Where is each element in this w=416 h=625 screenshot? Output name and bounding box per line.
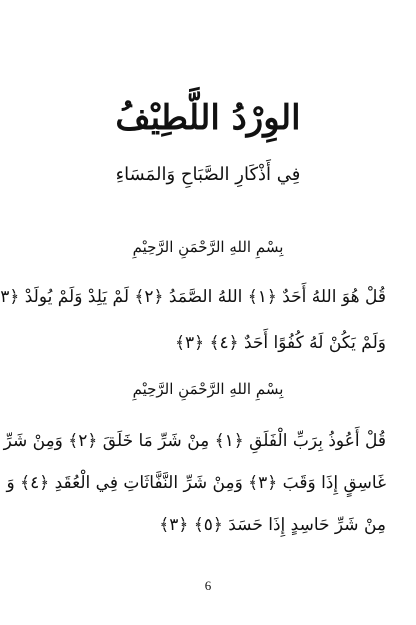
basmala-2: بِسْمِ اللهِ الرَّحْمَنِ الرَّحِيْمِ (132, 380, 284, 398)
page-title: الوِرْدُ اللَّطِيْفُ (115, 98, 301, 138)
page-number: 6 (204, 578, 212, 593)
verse-line: وَلَمْ يَكُنْ لَهُ كُفُوًا أَحَدٌ ﴿٤﴾ ﴿٣﴾ (175, 333, 386, 353)
page-subtitle: فِي أَذْكَارِ الصَّبَاحِ وَالمَسَاءِ (115, 164, 301, 185)
verse-line: غَاسِقٍ إِذَا وَقَبَ ﴿٣﴾ وَمِنْ شَرِّ النَّفَّاثَاتِ فِي الْعُقَدِ ﴿٤﴾ وَ (6, 473, 386, 493)
verse-line: مِنْ شَرِّ حَاسِدٍ إِذَا حَسَدَ ﴿٥﴾ ﴿٣﴾ (159, 515, 386, 535)
basmala-1: بِسْمِ اللهِ الرَّحْمَنِ الرَّحِيْمِ (132, 238, 284, 256)
verse-line: قُلْ أَعُوذُ بِرَبِّ الْفَلَقِ ﴿١﴾ مِنْ شَرِّ مَا خَلَقَ ﴿٢﴾ وَمِنْ شَرِّ (3, 431, 386, 451)
verse-line: قُلْ هُوَ اللهُ أَحَدٌ ﴿١﴾ اللهُ الصَّمَدُ ﴿٢﴾ لَمْ يَلِدْ وَلَمْ يُولَدْ ﴿٣ (0, 287, 386, 307)
